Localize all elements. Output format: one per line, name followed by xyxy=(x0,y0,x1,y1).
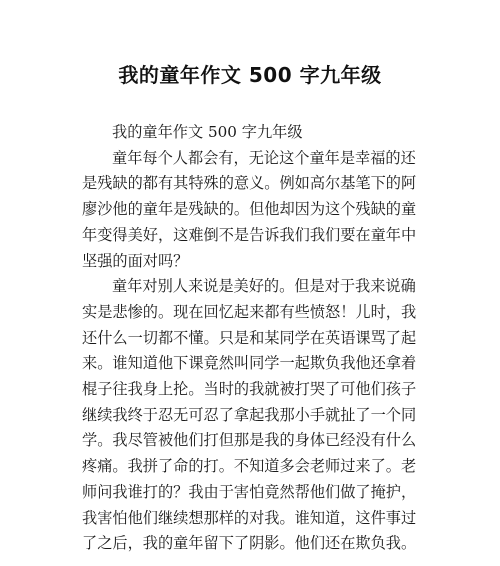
paragraph-line: 疼痛。我拼了命的打。不知道多会老师过来了。老 xyxy=(82,457,417,476)
document-title: 我的童年作文 500 字九年级 xyxy=(118,63,382,87)
paragraph-line: 来。谁知道他下课竟然叫同学一起欺负我他还拿着 xyxy=(82,354,417,373)
paragraph-line: 师问我谁打的？我由于害怕竟然帮他们做了掩护， xyxy=(82,482,417,501)
document-body xyxy=(82,120,422,557)
paragraph-line: 实是悲惨的。现在回忆起来都有些愤怒！儿时，我 xyxy=(82,302,417,321)
paragraph-1 xyxy=(82,146,422,275)
paragraph-line: 廖沙他的童年是残缺的。但他却因为这个残缺的童 xyxy=(82,200,417,219)
paragraph-line: 我害怕他们继续想那样的对我。谁知道，这件事过 xyxy=(82,508,417,527)
paragraph-line: 棍子往我身上抡。当时的我就被打哭了可他们孩子 xyxy=(82,380,417,399)
paragraph-line: 童年每个人都会有，无论这个童年是幸福的还 xyxy=(112,148,416,167)
document-subtitle: 我的童年作文 500 字九年级 xyxy=(112,123,303,141)
paragraph-line: 年变得美好，这难倒不是告诉我们我们要在童年中 xyxy=(82,225,417,244)
subtitle-line xyxy=(82,120,422,146)
paragraph-line: 还什么一切都不懂。只是和某同学在英语课骂了起 xyxy=(82,328,417,347)
paragraph-line: 童年对别人来说是美好的。但是对于我来说确 xyxy=(112,277,416,296)
paragraph-line: 继续我终于忍无可忍了拿起我那小手就扯了一个同 xyxy=(82,405,417,424)
paragraph-2 xyxy=(82,274,422,557)
paragraph-line: 坚强的面对吗？ xyxy=(82,251,189,270)
paragraph-line: 了之后，我的童年留下了阴影。他们还在欺负我。 xyxy=(82,534,417,553)
paragraph-line: 学。我尽管被他们打但那是我的身体已经没有什么 xyxy=(82,431,417,450)
paragraph-line: 是残缺的都有其特殊的意义。例如高尔基笔下的阿 xyxy=(82,174,417,193)
